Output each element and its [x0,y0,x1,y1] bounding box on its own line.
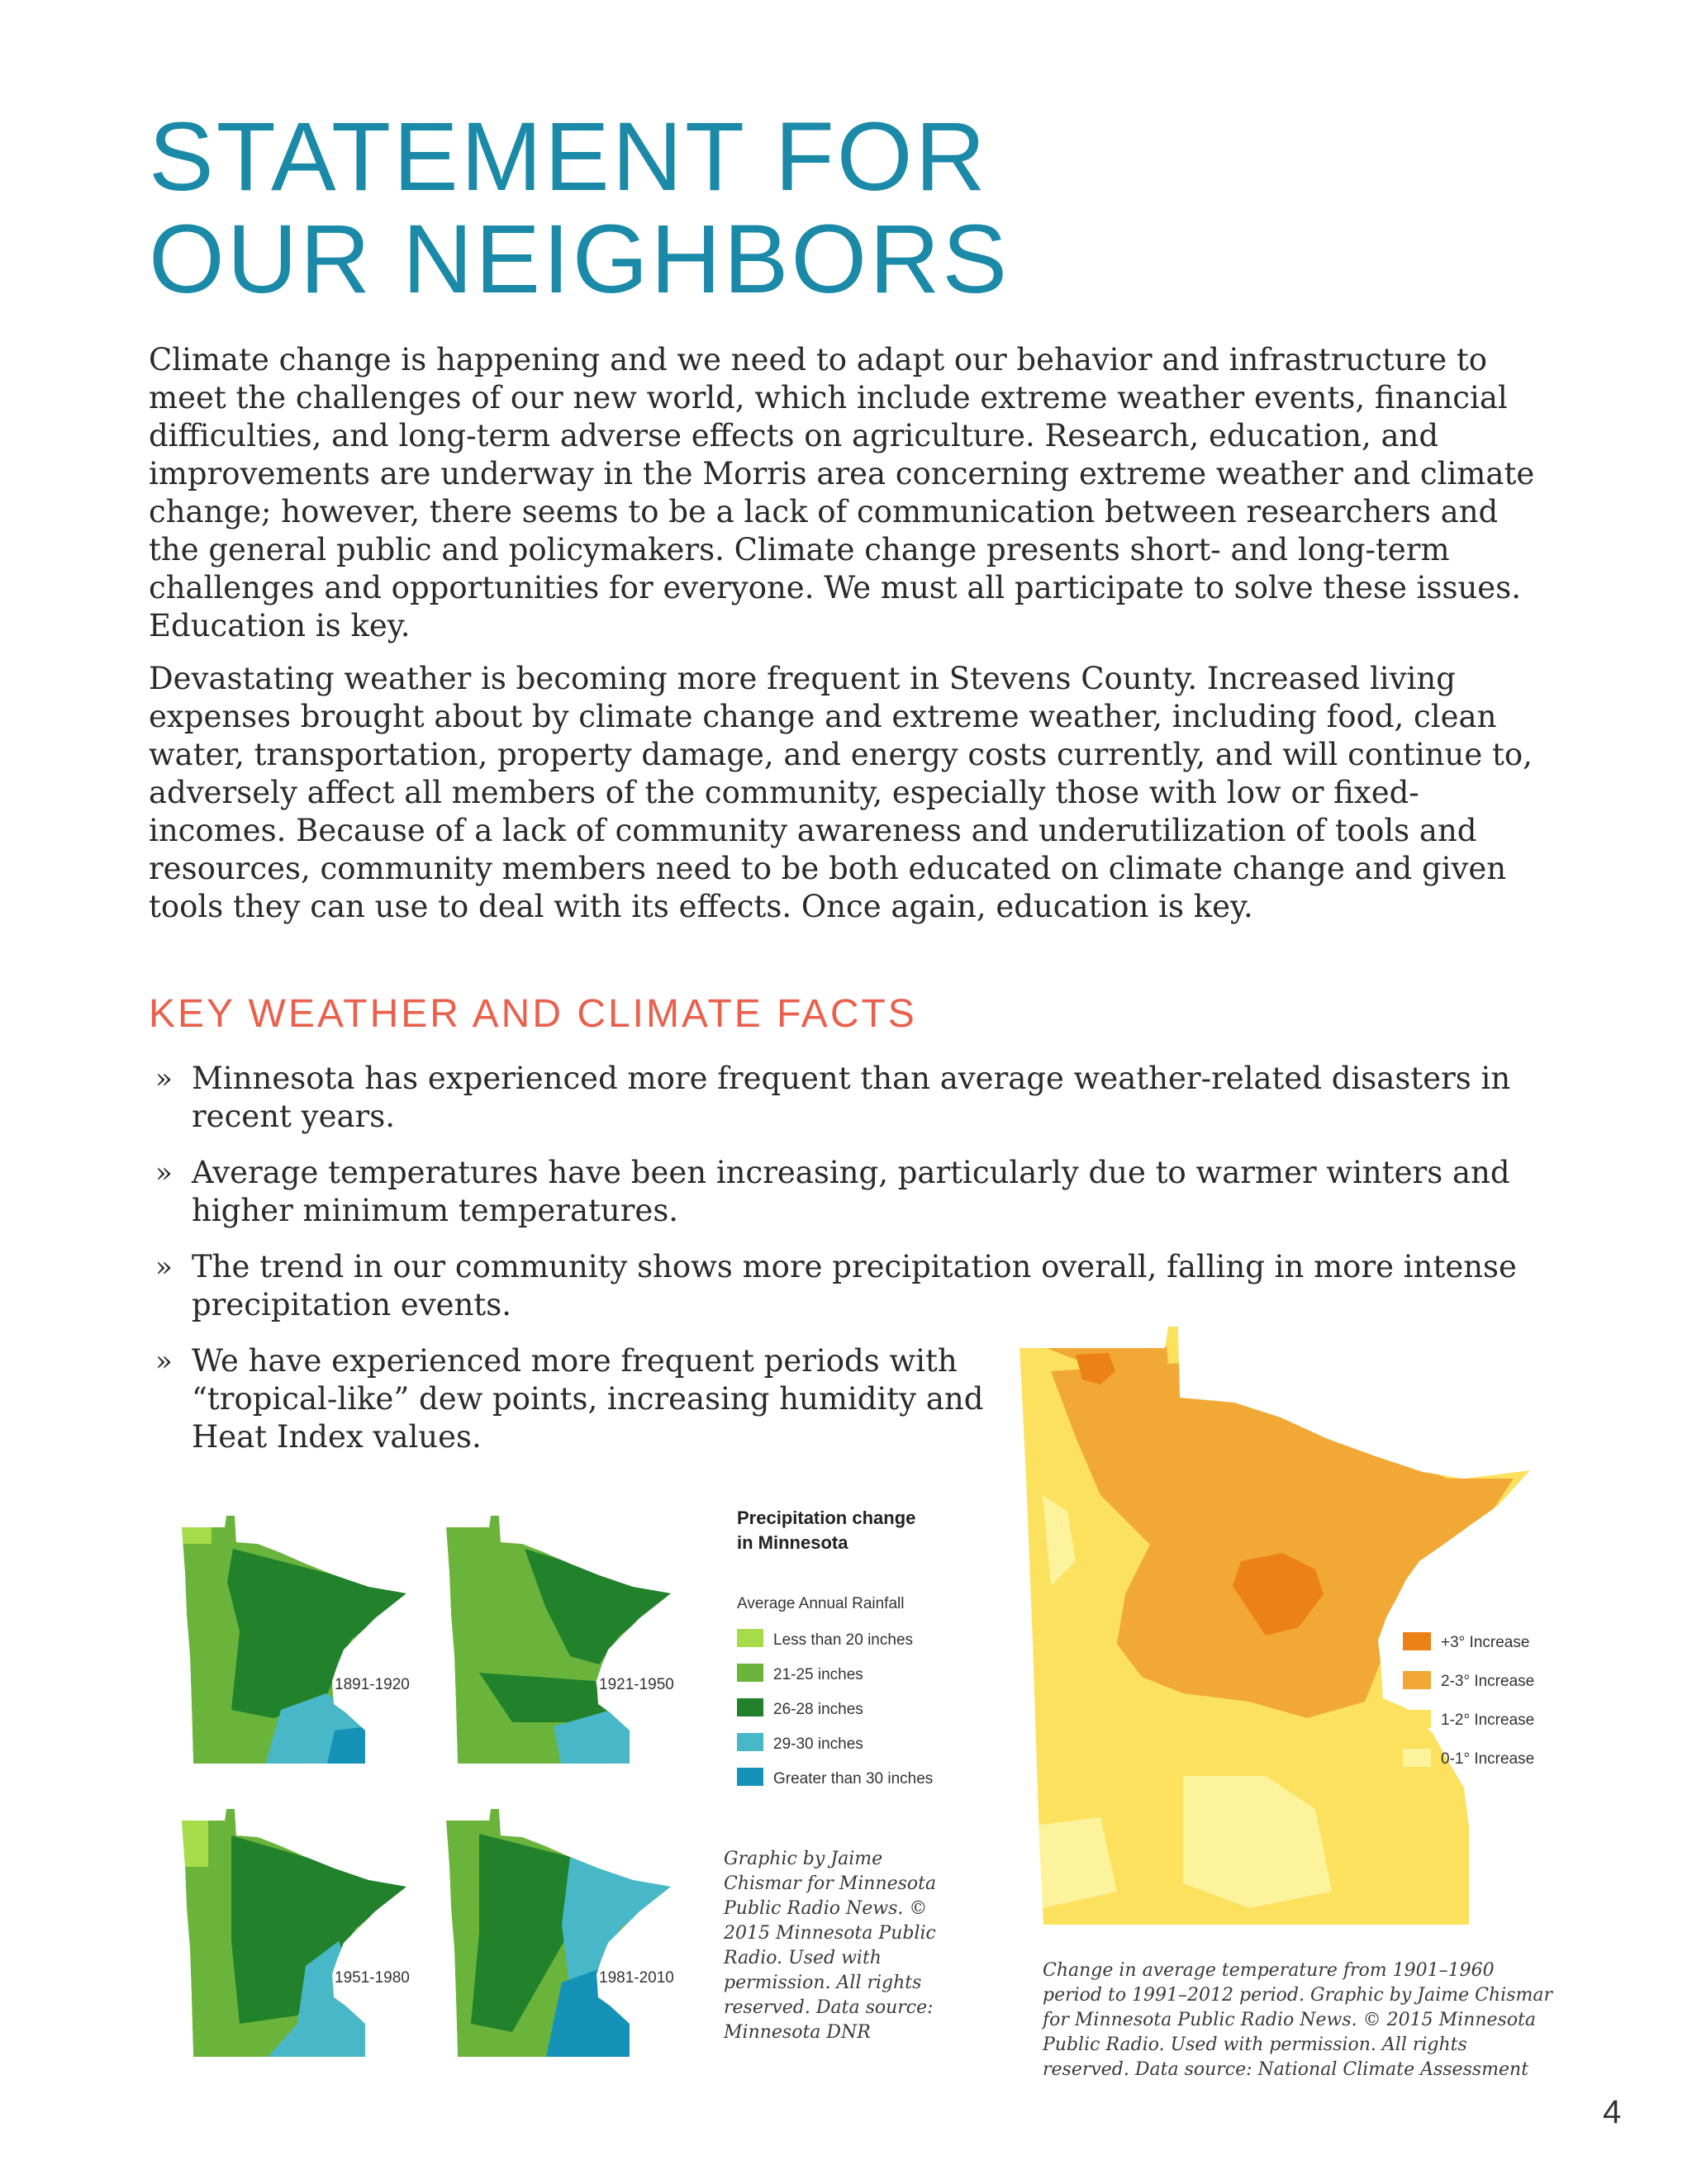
list-item [149,1342,1051,1456]
temperature-map [1019,1327,1530,1925]
temperature-credit: Change in average temperature from 1901–1960 period to 1991–2012 period. Graphic by Jaime Chismar for Minnesota Public Radio News. © 2015 Minnesota Public Radio. Used with permission. All rights reserved. Data source: National Climate Assessment [1043,1960,1552,2080]
legend-label: 26-28 inches [773,1701,863,1718]
legend-swatch [1403,1710,1431,1728]
legend-swatch [737,1629,763,1647]
precip-credit: Graphic by Jaime Chismar for Minnesota Public Radio News. © 2015 Minnesota Public Radio. Used with permission. All rights reserved. Data source: Minnesota DNR [724,1849,937,2043]
legend-label: +3° Increase [1441,1634,1530,1651]
bullet-marker: » [155,1345,173,1378]
precip-map-1921-1950 [446,1516,674,1768]
map-label: 1981-2010 [599,1969,674,1987]
legend-swatch [737,1733,763,1751]
legend-label: 2-3° Increase [1441,1673,1535,1690]
map-label: 1891-1920 [335,1676,410,1693]
page-number: 4 [1603,2094,1622,2130]
precip-map-1981-2010 [446,1809,674,2061]
temperature-change-figure [1018,1305,1547,1925]
legend-label: 21-25 inches [773,1666,863,1683]
legend-swatch [737,1768,763,1786]
title-line-2: OUR NEIGHBORS [149,205,1010,314]
bullet-marker: » [155,1251,173,1284]
legend-label: 0-1° Increase [1441,1750,1535,1768]
map-label: 1951-1980 [335,1969,410,1987]
precip-legend-title: Average Annual Rainfall [737,1595,905,1612]
legend-swatch [1403,1671,1431,1689]
precip-map-1891-1920 [182,1516,410,1768]
intro-paragraph: Climate change is happening and we need to adapt our behavior and infrastructure to meet the challenges of our new world, which include extreme weather events, financial difficulties, and long-term adverse effects on agriculture. Research, education, and improvements are underway in the Morris area concerning extreme weather and climate change; however, there seems to be a lack of communication between researchers and the general public and policymakers. Climate change presents short- and long-term challenges and opportunities for everyone. We must all participate to solve these issues. Education is key. [149,342,1535,643]
bullet-text: Average temperatures have been increasing, particularly due to warmer winters and higher minimum temperatures. [192,1155,1510,1228]
legend-label: 29-30 inches [773,1735,863,1753]
precip-title-line-1: Precipitation change [737,1507,916,1528]
legend-swatch [737,1664,763,1682]
list-item [149,1060,1537,1136]
legend-swatch [737,1698,763,1716]
map-label: 1921-1950 [599,1676,674,1693]
legend-label: 1-2° Increase [1441,1712,1535,1729]
title-line-1: STATEMENT FOR [149,102,988,211]
page-title [149,102,1388,314]
legend-label: Greater than 30 inches [773,1770,934,1788]
bullet-text: The trend in our community shows more precipitation overall, falling in more intense precipitation events. [192,1249,1517,1322]
list-item [149,1154,1537,1230]
precip-map-1951-1980 [182,1809,410,2061]
precip-title-line-2: in Minnesota [737,1532,848,1553]
bullet-marker: » [155,1062,173,1095]
legend-swatch [1403,1632,1431,1650]
second-paragraph: Devastating weather is becoming more frequent in Stevens County. Increased living expenses brought about by climate change and extreme weather, including food, clean water, transportation, property damage, and energy costs currently, and will continue to, adversely affect all members of the community, especially those with low or fixed-incomes. Because of a lack of community awareness and underutilization of tools and resources, community members need to be both educated on climate change and given tools they can use to deal with its effects. Once again, education is key. [149,661,1533,924]
precip-legend [737,1507,933,1788]
bullet-text: We have experienced more frequent periods with “tropical-like” dew points, increasing humidity and Heat Index values. [192,1343,984,1455]
section-heading: KEY WEATHER AND CLIMATE FACTS [149,992,917,1036]
bullet-text: Minnesota has experienced more frequent than average weather-related disasters in recent years. [192,1061,1511,1134]
bullet-marker: » [155,1156,173,1189]
legend-label: Less than 20 inches [773,1631,914,1649]
legend-swatch [1403,1749,1431,1767]
